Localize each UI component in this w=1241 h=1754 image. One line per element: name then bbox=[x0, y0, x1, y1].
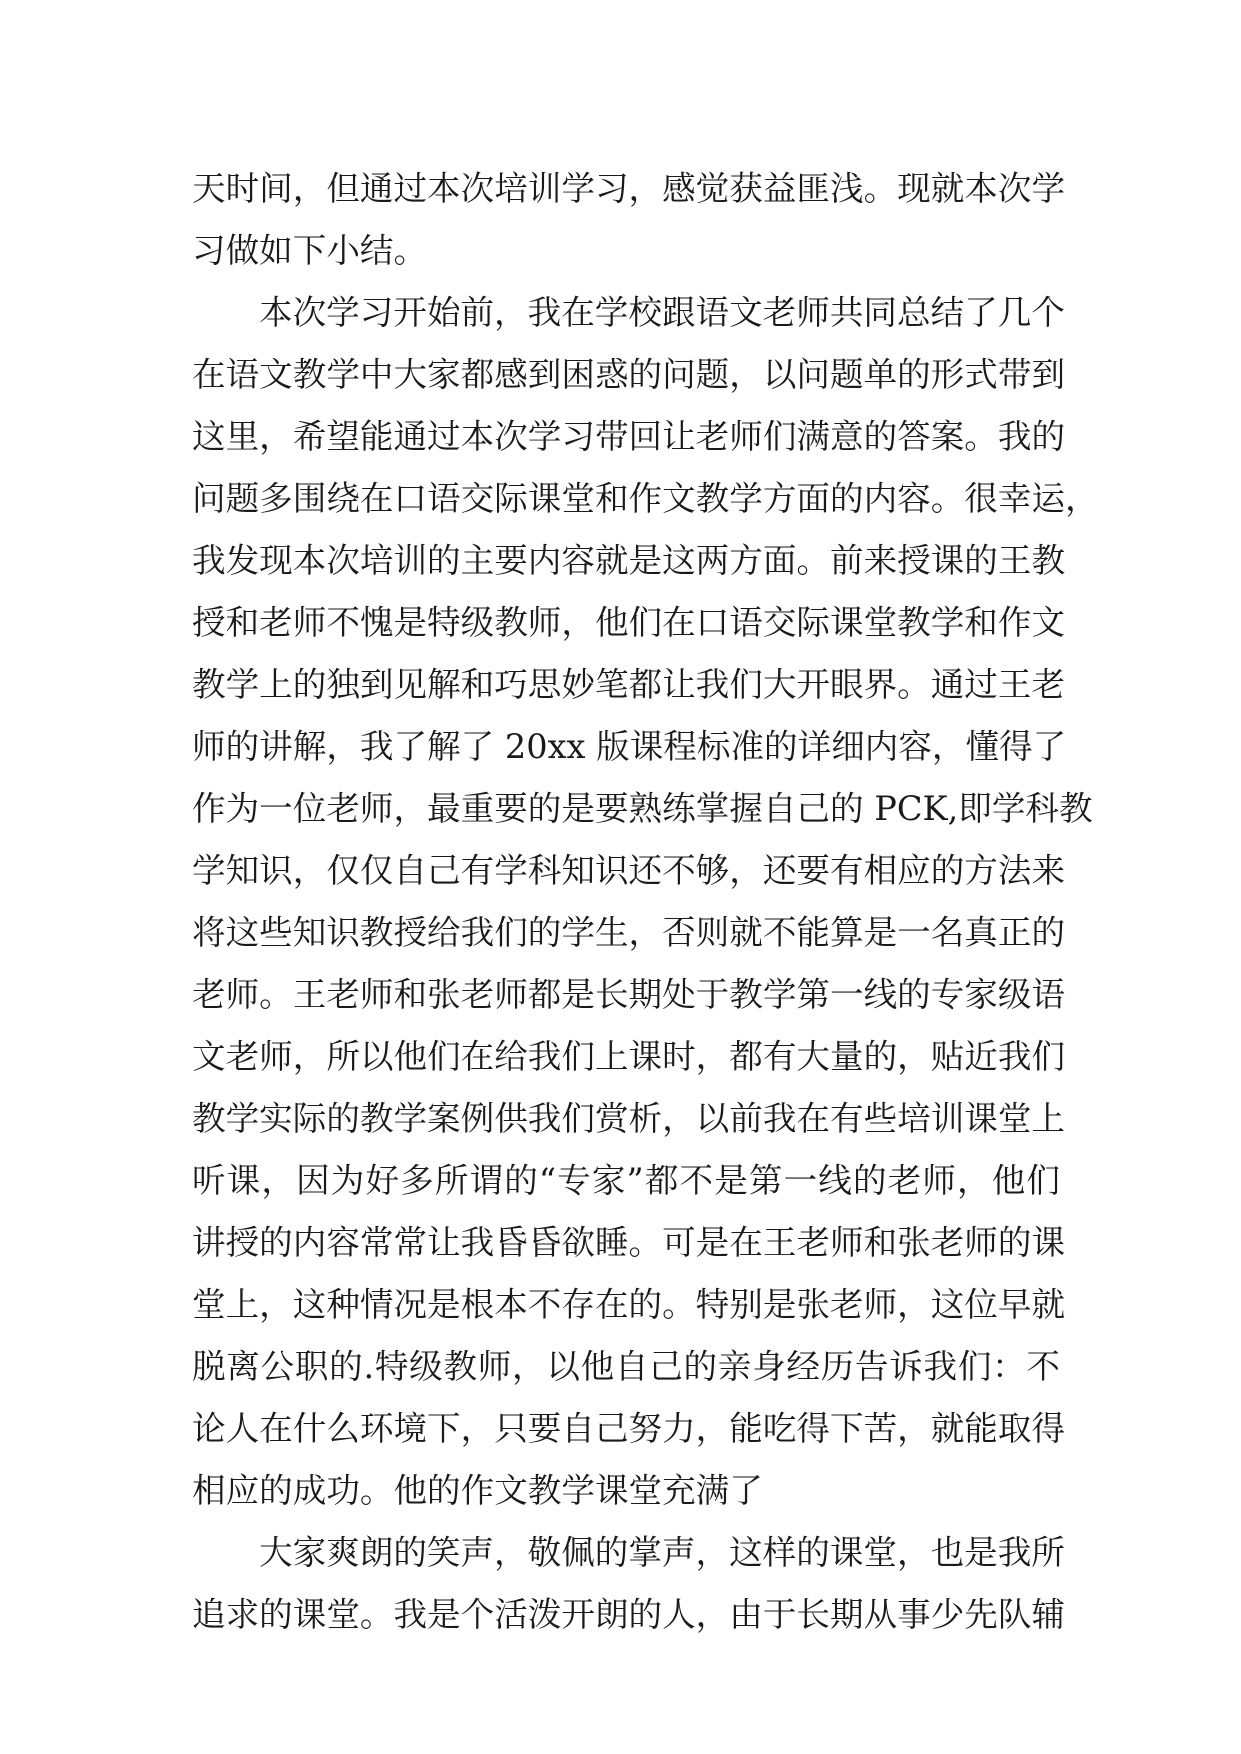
text-line: 追求的课堂。我是个活泼开朗的人，由于长期从事少先队辅 bbox=[192, 1595, 1066, 1634]
text-line: 学知识，仅仅自己有学科知识还不够，还要有相应的方法来 bbox=[192, 851, 1066, 890]
text-line: 教学上的独到见解和巧思妙笔都让我们大开眼界。通过王老 bbox=[192, 665, 1066, 704]
text-line: 老师。王老师和张老师都是长期处于教学第一线的专家级语 bbox=[192, 975, 1066, 1014]
paragraph-start-line: 大家爽朗的笑声，敬佩的掌声，这样的课堂，也是我所 bbox=[259, 1533, 1065, 1572]
text-line: 授和老师不愧是特级教师，他们在口语交际课堂教学和作文 bbox=[192, 603, 1066, 642]
text-line: 听课，因为好多所谓的“专家”都不是第一线的老师，他们 bbox=[192, 1161, 1060, 1200]
text-line: 相应的成功。他的作文教学课堂充满了 bbox=[192, 1471, 763, 1510]
text-line: 讲授的内容常常让我昏昏欲睡。可是在王老师和张老师的课 bbox=[192, 1223, 1066, 1262]
text-line: 习做如下小结。 bbox=[192, 231, 428, 270]
text-line: 堂上，这种情况是根本不存在的。特别是张老师，这位早就 bbox=[192, 1285, 1066, 1324]
text-line: 师的讲解，我了解了 20xx 版课程标准的详细内容，懂得了 bbox=[192, 727, 1067, 766]
document-body bbox=[192, 158, 1099, 1646]
paragraph-start-line: 本次学习开始前，我在学校跟语文老师共同总结了几个 bbox=[259, 293, 1065, 332]
text-line: 作为一位老师，最重要的是要熟练掌握自己的 PCK,即学科教 bbox=[192, 789, 1093, 828]
text-line: 文老师，所以他们在给我们上课时，都有大量的，贴近我们 bbox=[192, 1037, 1066, 1076]
text-line: 我发现本次培训的主要内容就是这两方面。前来授课的王教 bbox=[192, 541, 1066, 580]
text-line: 问题多围绕在口语交际课堂和作文教学方面的内容。很幸运， bbox=[192, 479, 1099, 518]
text-line: 论人在什么环境下，只要自己努力，能吃得下苦，就能取得 bbox=[192, 1409, 1066, 1448]
text-line: 在语文教学中大家都感到困惑的问题，以问题单的形式带到 bbox=[192, 355, 1066, 394]
text-line: 天时间，但通过本次培训学习，感觉获益匪浅。现就本次学 bbox=[192, 169, 1066, 208]
text-line: 这里，希望能通过本次学习带回让老师们满意的答案。我的 bbox=[192, 417, 1066, 456]
text-line: 将这些知识教授给我们的学生，否则就不能算是一名真正的 bbox=[192, 913, 1066, 952]
text-line: 教学实际的教学案例供我们赏析，以前我在有些培训课堂上 bbox=[192, 1099, 1066, 1138]
text-line: 脱离公职的.特级教师，以他自己的亲身经历告诉我们：不 bbox=[192, 1347, 1060, 1386]
